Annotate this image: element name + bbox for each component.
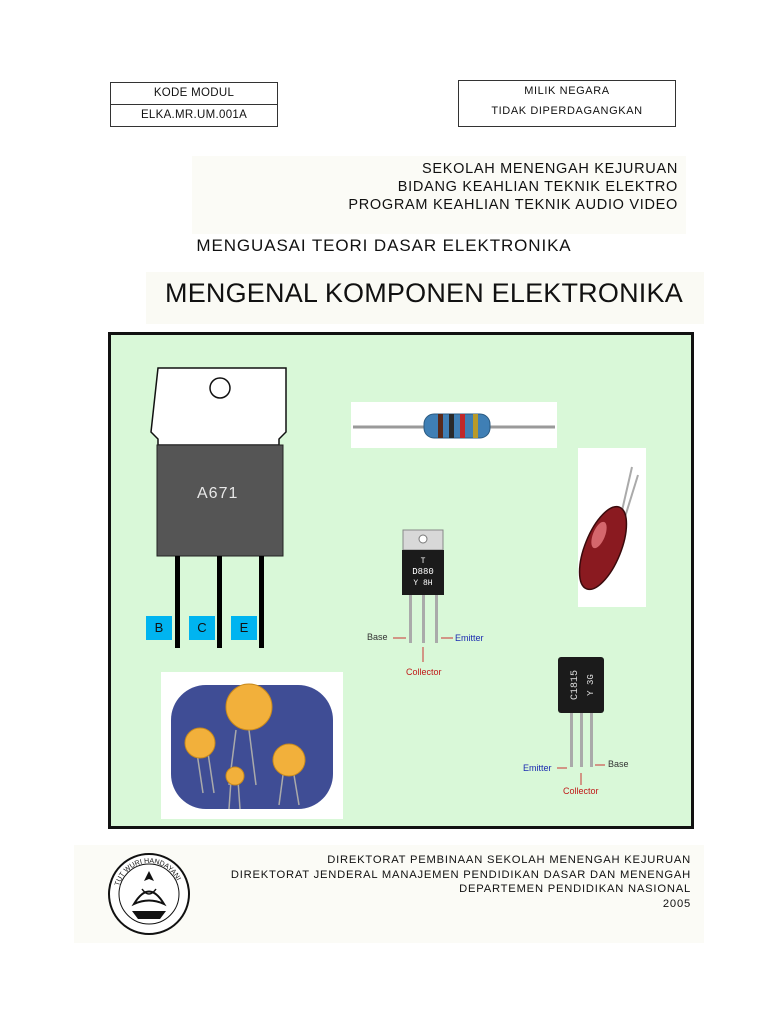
logo-text: TUT WURI HANDAYANI [114,857,182,887]
footer-block [74,845,704,943]
capacitor-small-left [185,728,215,758]
to92-base-label: Base [608,759,629,769]
footer-line3: DEPARTEMEN PENDIDIKAN NASIONAL [459,883,691,895]
to220-emitter-label: Emitter [455,633,484,643]
power-transistor-marking: A671 [197,485,239,502]
school-line1: SEKOLAH MENENGAH KEJURUAN [422,161,678,177]
ownership-line1: MILIK NEGARA [524,85,610,97]
ownership-box [458,80,676,127]
pin-label-e: E [231,616,257,640]
page-title: MENGENAL KOMPONEN ELEKTRONIKA [165,278,683,308]
components-panel [108,332,694,829]
school-line2: BIDANG KEAHLIAN TEKNIK ELEKTRO [397,179,678,195]
school-line3: PROGRAM KEAHLIAN TEKNIK AUDIO VIDEO [348,197,678,213]
footer-text [231,853,691,911]
to92-marking-1: C1815 [570,669,581,701]
to220-marking-3: Y 8H [413,579,433,588]
pin-leg-e [259,556,264,648]
resistor-body [424,414,490,438]
to92-marking-2: Y 3G [586,674,596,696]
tut-wuri-handayani-logo [104,849,194,939]
footer-line1: DIREKTORAT PEMBINAAN SEKOLAH MENENGAH KEJURUAN [327,854,691,866]
pin-label-c: C [189,616,215,640]
capacitor-large [226,684,272,730]
capacitor-small-right [273,744,305,776]
capacitor-tiny [226,767,244,785]
to220-collector-label: Collector [406,667,442,677]
to220-marking-2: D880 [412,567,434,577]
school-block [192,156,686,234]
ownership-line2: TIDAK DIPERDAGANGKAN [491,105,643,117]
pin-leg-b [175,556,180,648]
subject-title: MENGUASAI TEORI DASAR ELEKTRONIKA [196,236,572,255]
to92-emitter-label: Emitter [523,763,552,773]
module-code-label: KODE MODUL [153,87,235,99]
mounting-hole [210,378,230,398]
footer-year: 2005 [662,897,691,910]
module-code-box [110,82,278,127]
footer-line2: DIREKTORAT JENDERAL MANAJEMEN PENDIDIKAN DASAR DAN MENENGAH [230,868,691,881]
pin-leg-c [217,556,222,648]
to220-marking-1: T [420,557,426,566]
components-illustration [111,335,691,826]
to92-body [558,657,604,713]
module-code-value: ELKA.MR.UM.001A [111,104,277,126]
pin-label-b: B [146,616,172,640]
to92-collector-label: Collector [563,786,599,796]
to220-base-label: Base [367,632,388,642]
